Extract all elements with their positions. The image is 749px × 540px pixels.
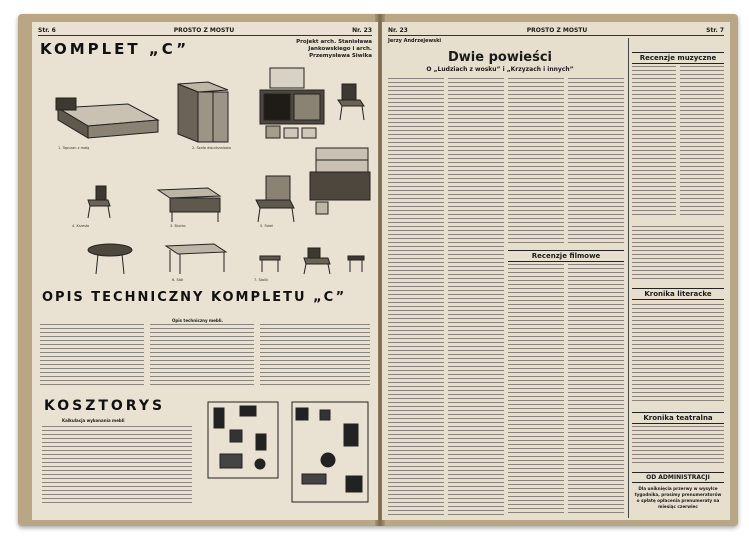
credit-line: Jankowskiego i arch. <box>308 46 372 52</box>
bound-volume <box>18 14 738 526</box>
wardrobe-drawing <box>178 82 228 142</box>
caption-desk: 3. Biurko <box>170 224 186 228</box>
caption-bed: 1. Tapczan z małą <box>58 146 90 150</box>
kosztorys-headline: KOSZTORYS <box>44 398 166 414</box>
article-column-2 <box>448 78 504 516</box>
film-reviews-heading: Recenzje filmowe <box>508 250 624 262</box>
design-credit <box>296 39 372 60</box>
opis-subtitle: Opis techniczny mebli. <box>172 318 224 323</box>
credit-line: Przemysława Siwika <box>309 53 372 59</box>
music-review-column-2 <box>680 66 724 216</box>
opis-headline: OPIS TECHNICZNY KOMPLETU „C” <box>42 290 347 305</box>
opis-text-column-3 <box>260 324 370 388</box>
film-review-column-1 <box>508 264 564 516</box>
komplet-headline: KOMPLET „C” <box>40 40 190 58</box>
article-column-4 <box>568 78 624 246</box>
right-masthead: PROSTO Z MOSTU <box>526 26 588 34</box>
dining-table-drawing <box>166 244 226 274</box>
chair-drawing <box>338 84 364 120</box>
music-review-column-1 <box>632 66 676 216</box>
sideboard-drawing <box>260 68 324 138</box>
opis-text-column-1 <box>40 324 144 388</box>
music-review-notes <box>632 226 724 280</box>
left-page-number: Str. 6 <box>38 26 56 34</box>
caption-wardrobe: 2. Szafa dwudrzwiowa <box>192 146 231 150</box>
film-review-column-2 <box>568 264 624 516</box>
theatre-chronicle-text <box>632 426 724 466</box>
caption-table: 6. Stół <box>172 278 184 282</box>
caption-armchair: 5. Fotel <box>260 224 273 228</box>
column-rule <box>628 38 629 518</box>
right-issue-number: Nr. 23 <box>388 26 408 34</box>
small-chair-drawing <box>88 186 110 218</box>
furniture-illustrations <box>38 60 372 285</box>
bookcase-drawing <box>310 148 370 214</box>
round-table-drawing <box>88 244 132 274</box>
article-author: Jerzy Andrzejewski <box>388 38 442 44</box>
desk-drawing <box>158 188 220 222</box>
article-title: Dwie powieści <box>447 50 553 65</box>
article-column-1 <box>388 78 444 516</box>
opis-text-column-2 <box>150 324 254 388</box>
caption-stool: 7. Stolik <box>254 278 269 282</box>
chair-two-drawing <box>304 248 330 274</box>
caption-chair: 4. Krzesło <box>72 224 90 228</box>
administration-heading: OD ADMINISTRACJI <box>632 472 724 483</box>
kosztorys-table <box>42 426 192 506</box>
literary-chronicle-heading: Kronika literacke <box>632 288 724 300</box>
left-masthead: PROSTO Z MOSTU <box>173 26 235 34</box>
armchair-drawing <box>256 176 294 222</box>
left-issue-number: Nr. 23 <box>352 26 372 34</box>
kosztorys-subtitle: Kalkulacja wykonania mebli <box>62 418 125 423</box>
article-column-3 <box>508 78 564 246</box>
floor-plans <box>200 394 376 512</box>
right-page-number: Str. 7 <box>706 26 724 34</box>
administration-note: Dla uniknięcia przerwy w wysyłce tygodnika, prosimy prenumeratorów o spłatę opłacenia prenumeraty na miesiąc czerwiec <box>634 486 722 509</box>
credit-line: Projekt arch. Stanisława <box>296 39 372 45</box>
stool-drawing <box>260 256 280 272</box>
theatre-chronicle-heading: Kronika teatralna <box>632 412 724 424</box>
bed-drawing <box>56 98 158 138</box>
right-page <box>382 22 730 520</box>
article-subtitle: O „Ludziach z wosku” i „Krzyzach i innych” <box>426 66 574 73</box>
small-stool-drawing <box>348 256 364 272</box>
right-page-header <box>388 25 724 36</box>
left-page <box>32 22 378 520</box>
music-reviews-heading: Recenzje muzyczne <box>632 52 724 64</box>
left-page-header <box>38 25 372 36</box>
literary-chronicle-text <box>632 304 724 404</box>
